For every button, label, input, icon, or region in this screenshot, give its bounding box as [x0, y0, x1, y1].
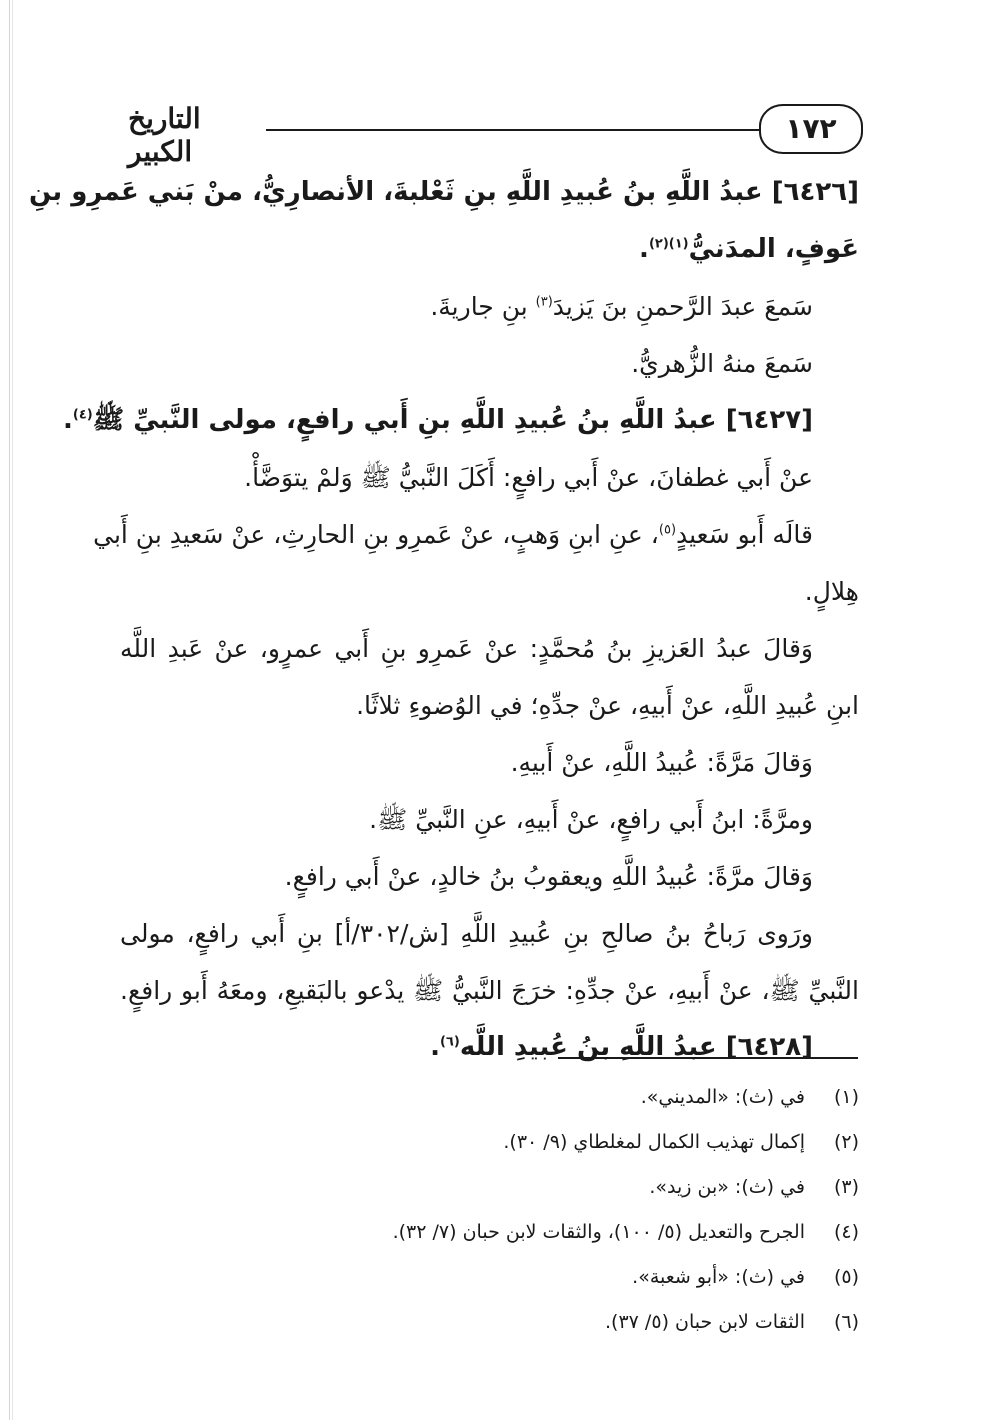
- entry-heading: [٦٤٢٨] عبدُ اللَّهِ بنُ عُبيدِ اللَّه$^{(٦)}$.: [430, 1032, 813, 1062]
- text-line: النَّبيِّ ﷺ، عنْ أَبيهِ، عنْ جدِّهِ: خرَجَ النَّبيُّ ﷺ يدْعو بالبَقيعِ، ومعَهُ أَبو رافعٍ.: [120, 976, 859, 1005]
- text-line: قالَه أَبو سَعيدٍ$^{(٥)}$، عنِ ابنِ وَهبٍ، عنْ عَمرِو بنِ الحارِثِ، عنْ سَعيدِ بنِ أَبي: [93, 520, 813, 549]
- entry-heading: عَوفٍ، المدَنيُّ$^{(١)(٢)}$.: [639, 234, 859, 264]
- text-line: ورَوى رَباحُ بنُ صالحِ بنِ عُبيدِ اللَّهِ [ش/٣٠٢/أ] بنِ أَبي رافعٍ، مولى: [120, 919, 814, 948]
- footnote: [120, 1300, 859, 1345]
- footnote-text: في (ث): «بن زيد».: [649, 1176, 805, 1198]
- footnote-text: في (ث): «أبو شعبة».: [632, 1266, 805, 1288]
- page-number: ١٧٢: [759, 104, 863, 154]
- footnote-marker: (٤): [72, 407, 93, 423]
- text-line: هِلالٍ.: [804, 577, 859, 606]
- footnote-text: الجرح والتعديل (٥/ ١٠٠)، والثقات لابن حبان (٧/ ٣٢).: [392, 1221, 805, 1243]
- text-line: سَمعَ عبدَ الرَّحمنِ بنَ يَزيدَ$^{(٣)}$ بنِ جاريةَ.: [430, 292, 813, 321]
- footnote: [120, 1120, 859, 1165]
- text-line: سَمعَ منهُ الزُّهريُّ.: [631, 349, 813, 378]
- footnote: [120, 1075, 859, 1120]
- footnote: [120, 1255, 859, 1300]
- header-rule: [266, 129, 759, 131]
- footnotes: [120, 1075, 859, 1345]
- text-line: وَقالَ مَرَّةً: عُبيدُ اللَّهِ، عنْ أَبيهِ.: [510, 748, 813, 777]
- footnote-marker: (٥): [658, 522, 677, 538]
- footnote-number: (٥): [833, 1266, 859, 1288]
- footnote-marker: (٣): [535, 294, 553, 310]
- footnote-number: (٢): [833, 1131, 859, 1153]
- footnote-text: الثقات لابن حبان (٥/ ٣٧).: [605, 1311, 805, 1333]
- text-line: ومرَّةً: ابنُ أَبي رافعٍ، عنْ أَبيهِ، عنِ النَّبيِّ ﷺ.: [369, 805, 813, 834]
- footnote-text: إكمال تهذيب الكمال لمغلطاي (٩/ ٣٠).: [503, 1131, 805, 1153]
- footnote-number: (١): [833, 1086, 859, 1108]
- entry-heading: [٦٤٢٧] عبدُ اللَّهِ بنُ عُبيدِ اللَّهِ بنِ أَبي رافعٍ، مولى النَّبيِّ ﷺ$^{(٤)}$.: [63, 405, 813, 435]
- footnote-number: (٤): [833, 1221, 859, 1243]
- page-header: [128, 100, 863, 168]
- footnote-number: (٦): [833, 1311, 859, 1333]
- text-line: عنْ أَبي غطفانَ، عنْ أَبي رافعٍ: أَكَلَ النَّبيُّ ﷺ وَلمْ يتوَضَّأْ.: [244, 463, 813, 492]
- entry-heading: [٦٤٢٦] عبدُ اللَّهِ بنُ عُبيدِ اللَّهِ بنِ ثَعْلبةَ، الأنصارِيُّ، منْ بَني عَمرِو بنِ: [29, 177, 859, 207]
- footnote-number: (٣): [833, 1176, 859, 1198]
- text-line: ابنِ عُبيدِ اللَّهِ، عنْ أَبيهِ، عنْ جدِّهِ؛ في الوُضوءِ ثلاثًا.: [356, 691, 859, 720]
- footnote-text: في (ث): «المديني».: [640, 1086, 805, 1108]
- text-line: وَقالَ مرَّةً: عُبيدُ اللَّهِ ويعقوبُ بنُ خالدٍ، عنْ أَبي رافعٍ.: [284, 862, 813, 891]
- footnote-marker: (٦): [439, 1034, 460, 1050]
- main-text: [29, 164, 859, 1076]
- footnote-separator: [558, 1057, 858, 1059]
- book-title: التاريخ الكبير: [128, 102, 201, 168]
- footnote-marker: (١)(٢): [648, 236, 689, 252]
- footnote: [120, 1165, 859, 1210]
- footnote: [120, 1210, 859, 1255]
- text-line: وَقالَ عبدُ العَزيزِ بنُ مُحمَّدٍ: عنْ عَمرِو بنِ أَبي عمرٍو، عنْ عَبدِ اللَّه: [120, 634, 813, 663]
